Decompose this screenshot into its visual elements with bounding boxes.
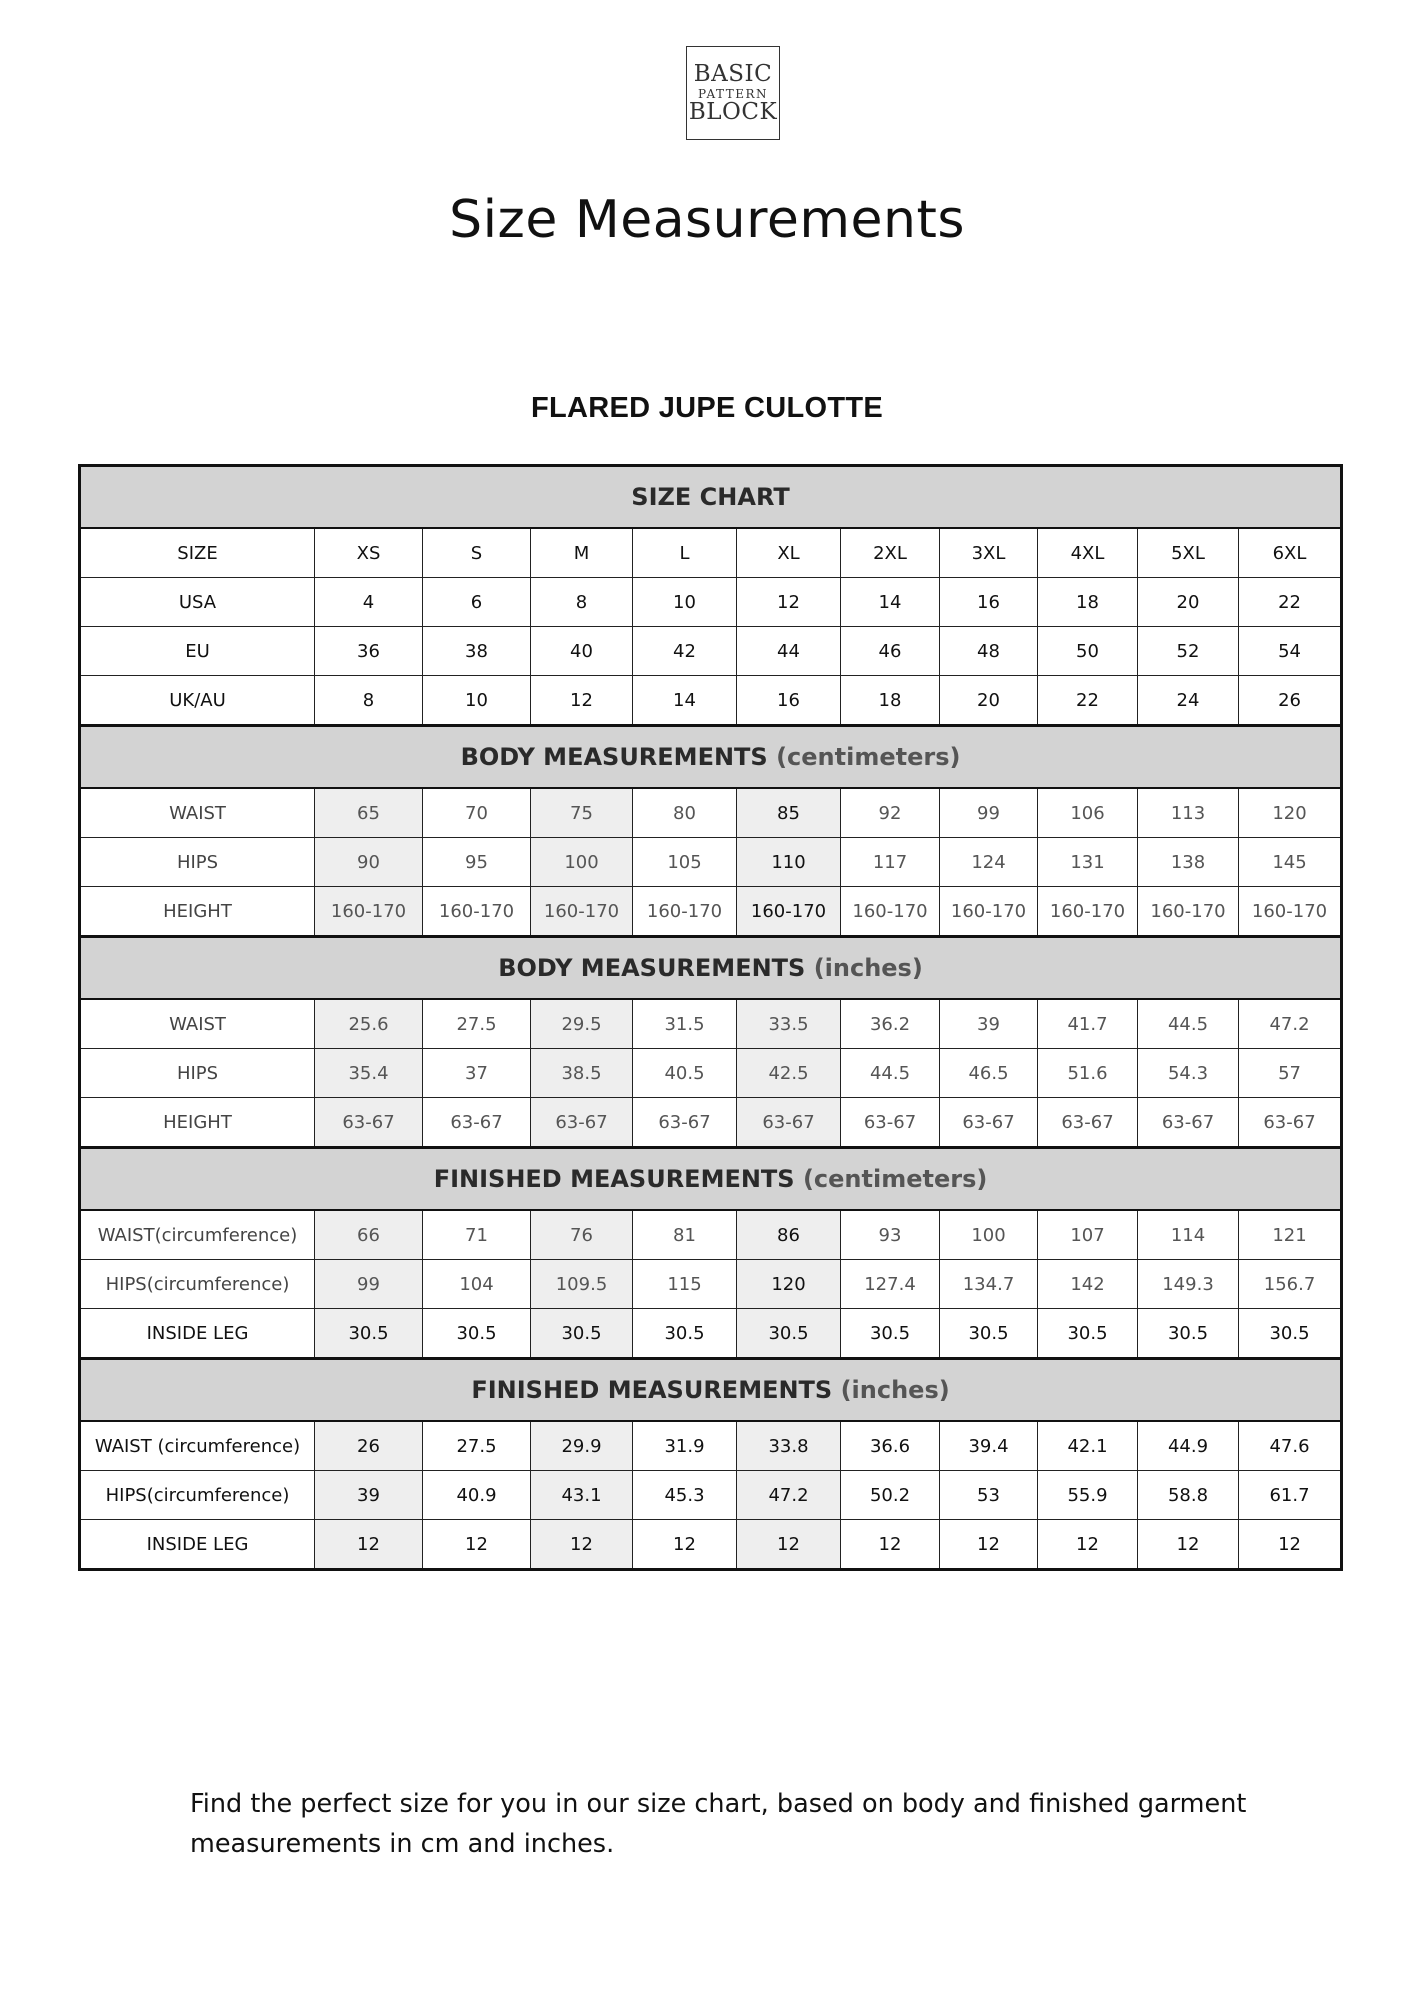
table-cell: 100 [940, 1210, 1038, 1260]
table-cell: 63-67 [1038, 1098, 1138, 1148]
logo-line-1: BASIC [693, 60, 773, 87]
table-row [80, 1471, 1342, 1520]
table-cell: 46.5 [940, 1049, 1038, 1098]
table-cell: 48 [940, 627, 1038, 676]
table-cell: 27.5 [423, 1421, 531, 1471]
table-row [80, 578, 1342, 627]
finished-cm-header [80, 1148, 1342, 1211]
table-cell: 63-67 [1138, 1098, 1239, 1148]
table-cell: 47.2 [737, 1471, 841, 1520]
table-row [80, 627, 1342, 676]
table-cell: 44.5 [1138, 999, 1239, 1049]
table-cell: 44.9 [1138, 1421, 1239, 1471]
table-cell: 134.7 [940, 1260, 1038, 1309]
table-row [80, 1309, 1342, 1359]
table-cell: 35.4 [315, 1049, 423, 1098]
table-cell: 16 [737, 676, 841, 726]
table-cell: 121 [1239, 1210, 1342, 1260]
table-cell: 124 [940, 838, 1038, 887]
table-cell: 31.5 [633, 999, 737, 1049]
footer-description: Find the perfect size for you in our size chart, based on body and finished garment measurements in cm and inches. [190, 1789, 1247, 1859]
finished-cm-unit: (centimeters) [802, 1165, 988, 1193]
chart-title: FLARED JUPE CULOTTE [530, 392, 884, 424]
table-cell: 110 [737, 838, 841, 887]
table-row [80, 887, 1342, 937]
table-cell: 138 [1138, 838, 1239, 887]
table-cell: 127.4 [841, 1260, 940, 1309]
table-cell: 65 [315, 788, 423, 838]
body-in-row-label: WAIST [80, 999, 315, 1049]
table-cell: 42.5 [737, 1049, 841, 1098]
table-cell: 31.9 [633, 1421, 737, 1471]
body-in-header [80, 937, 1342, 1000]
table-cell: 93 [841, 1210, 940, 1260]
table-cell: 44.5 [841, 1049, 940, 1098]
table-cell: 12 [737, 1520, 841, 1570]
table-cell: 145 [1239, 838, 1342, 887]
table-cell: 41.7 [1038, 999, 1138, 1049]
table-cell: 100 [531, 838, 633, 887]
table-cell: 30.5 [1138, 1309, 1239, 1359]
table-cell: M [531, 528, 633, 578]
table-cell: 18 [1038, 578, 1138, 627]
body-in-row-label: HIPS [80, 1049, 315, 1098]
finished-cm-row-label: INSIDE LEG [80, 1309, 315, 1359]
table-cell: 63-67 [531, 1098, 633, 1148]
table-row [80, 1049, 1342, 1098]
table-cell: 75 [531, 788, 633, 838]
table-cell: 86 [737, 1210, 841, 1260]
table-cell: 12 [737, 578, 841, 627]
table-cell: 30.5 [531, 1309, 633, 1359]
table-cell: 24 [1138, 676, 1239, 726]
finished-in-header [80, 1359, 1342, 1422]
table-cell: 55.9 [1038, 1471, 1138, 1520]
size-chart-body [80, 466, 1342, 1570]
table-cell: 63-67 [841, 1098, 940, 1148]
table-cell: S [423, 528, 531, 578]
table-cell: 109.5 [531, 1260, 633, 1309]
body-in-row-label: HEIGHT [80, 1098, 315, 1148]
logo-line-2: PATTERN [697, 86, 768, 101]
table-cell: 99 [940, 788, 1038, 838]
table-cell: 160-170 [531, 887, 633, 937]
conversion-row-label: UK/AU [80, 676, 315, 726]
conversion-row-label: USA [80, 578, 315, 627]
table-cell: 10 [633, 578, 737, 627]
body-in-header-row [80, 937, 1342, 1000]
table-cell: 42.1 [1038, 1421, 1138, 1471]
table-cell: 50 [1038, 627, 1138, 676]
table-cell: 113 [1138, 788, 1239, 838]
table-cell: 156.7 [1239, 1260, 1342, 1309]
table-cell: 12 [423, 1520, 531, 1570]
table-cell: 36.6 [841, 1421, 940, 1471]
finished-in-row-label: INSIDE LEG [80, 1520, 315, 1570]
table-cell: 46 [841, 627, 940, 676]
table-cell: 61.7 [1239, 1471, 1342, 1520]
table-cell: 63-67 [737, 1098, 841, 1148]
table-cell: 160-170 [737, 887, 841, 937]
table-cell: 12 [940, 1520, 1038, 1570]
table-row [80, 528, 1342, 578]
finished-cm-header-row [80, 1148, 1342, 1211]
size-chart-header [80, 466, 1342, 529]
table-row [80, 999, 1342, 1049]
table-cell: 71 [423, 1210, 531, 1260]
table-cell: 30.5 [737, 1309, 841, 1359]
table-cell: 12 [531, 676, 633, 726]
body-cm-header-row [80, 726, 1342, 789]
table-cell: 5XL [1138, 528, 1239, 578]
table-cell: 14 [633, 676, 737, 726]
finished-in-row-label: WAIST (circumference) [80, 1421, 315, 1471]
table-cell: 3XL [940, 528, 1038, 578]
finished-cm-row-label: HIPS(circumference) [80, 1260, 315, 1309]
table-cell: 33.5 [737, 999, 841, 1049]
table-cell: 47.6 [1239, 1421, 1342, 1471]
brand-logo [686, 46, 780, 140]
table-cell: 106 [1038, 788, 1138, 838]
table-cell: 38.5 [531, 1049, 633, 1098]
table-cell: 30.5 [423, 1309, 531, 1359]
table-cell: 12 [315, 1520, 423, 1570]
table-cell: 160-170 [1138, 887, 1239, 937]
table-cell: 25.6 [315, 999, 423, 1049]
table-cell: 63-67 [633, 1098, 737, 1148]
table-cell: 117 [841, 838, 940, 887]
table-cell: 6 [423, 578, 531, 627]
table-cell: 160-170 [841, 887, 940, 937]
table-cell: 42 [633, 627, 737, 676]
body-cm-row-label: HIPS [80, 838, 315, 887]
table-cell: 47.2 [1239, 999, 1342, 1049]
size-chart-table [78, 464, 1343, 1571]
table-cell: 39 [315, 1471, 423, 1520]
table-cell: 43.1 [531, 1471, 633, 1520]
table-cell: 105 [633, 838, 737, 887]
table-cell: 12 [1038, 1520, 1138, 1570]
table-cell: 12 [841, 1520, 940, 1570]
table-cell: 92 [841, 788, 940, 838]
size-chart-title: SIZE CHART [631, 483, 790, 511]
table-cell: 120 [1239, 788, 1342, 838]
table-cell: 40.5 [633, 1049, 737, 1098]
table-cell: 22 [1038, 676, 1138, 726]
table-cell: 104 [423, 1260, 531, 1309]
table-cell: 54 [1239, 627, 1342, 676]
size-chart-header-row [80, 466, 1342, 529]
table-cell: 160-170 [1239, 887, 1342, 937]
table-row [80, 1260, 1342, 1309]
table-cell: XS [315, 528, 423, 578]
table-cell: 30.5 [633, 1309, 737, 1359]
table-cell: 12 [1138, 1520, 1239, 1570]
table-cell: 149.3 [1138, 1260, 1239, 1309]
table-cell: 58.8 [1138, 1471, 1239, 1520]
body-cm-title: BODY MEASUREMENTS [460, 743, 768, 771]
table-cell: 2XL [841, 528, 940, 578]
body-cm-header [80, 726, 1342, 789]
table-cell: 63-67 [315, 1098, 423, 1148]
table-cell: 36 [315, 627, 423, 676]
conversion-row-label: EU [80, 627, 315, 676]
table-cell: 12 [1239, 1520, 1342, 1570]
table-cell: 12 [531, 1520, 633, 1570]
table-cell: 33.8 [737, 1421, 841, 1471]
finished-in-row-label: HIPS(circumference) [80, 1471, 315, 1520]
table-cell: 18 [841, 676, 940, 726]
size-row-label: SIZE [80, 528, 315, 578]
table-cell: 63-67 [1239, 1098, 1342, 1148]
finished-in-header-row [80, 1359, 1342, 1422]
table-cell: 12 [633, 1520, 737, 1570]
table-row [80, 788, 1342, 838]
body-cm-row-label: WAIST [80, 788, 315, 838]
table-cell: 44 [737, 627, 841, 676]
table-cell: 160-170 [633, 887, 737, 937]
finished-in-title: FINISHED MEASUREMENTS [471, 1376, 833, 1404]
table-row [80, 676, 1342, 726]
table-cell: 160-170 [1038, 887, 1138, 937]
table-row [80, 1098, 1342, 1148]
table-cell: 40 [531, 627, 633, 676]
table-cell: 36.2 [841, 999, 940, 1049]
table-cell: 30.5 [315, 1309, 423, 1359]
table-cell: 63-67 [940, 1098, 1038, 1148]
table-cell: 51.6 [1038, 1049, 1138, 1098]
table-cell: 22 [1239, 578, 1342, 627]
table-row [80, 1421, 1342, 1471]
table-cell: 20 [1138, 578, 1239, 627]
table-cell: 26 [1239, 676, 1342, 726]
table-cell: 14 [841, 578, 940, 627]
table-cell: 30.5 [940, 1309, 1038, 1359]
table-cell: 54.3 [1138, 1049, 1239, 1098]
table-cell: 39.4 [940, 1421, 1038, 1471]
table-cell: 160-170 [940, 887, 1038, 937]
table-cell: 115 [633, 1260, 737, 1309]
table-cell: 160-170 [315, 887, 423, 937]
table-cell: 30.5 [1038, 1309, 1138, 1359]
table-cell: 95 [423, 838, 531, 887]
table-cell: 131 [1038, 838, 1138, 887]
table-cell: 160-170 [423, 887, 531, 937]
table-cell: 81 [633, 1210, 737, 1260]
table-cell: 114 [1138, 1210, 1239, 1260]
table-cell: 38 [423, 627, 531, 676]
table-cell: 80 [633, 788, 737, 838]
table-cell: 37 [423, 1049, 531, 1098]
body-in-unit: (inches) [813, 954, 923, 982]
table-row [80, 1210, 1342, 1260]
body-in-title: BODY MEASUREMENTS [498, 954, 806, 982]
table-cell: 27.5 [423, 999, 531, 1049]
table-cell: 57 [1239, 1049, 1342, 1098]
table-cell: 40.9 [423, 1471, 531, 1520]
table-cell: 99 [315, 1260, 423, 1309]
table-cell: 52 [1138, 627, 1239, 676]
finished-in-unit: (inches) [840, 1376, 950, 1404]
table-cell: 8 [315, 676, 423, 726]
table-cell: 4 [315, 578, 423, 627]
table-cell: 29.5 [531, 999, 633, 1049]
table-cell: 120 [737, 1260, 841, 1309]
logo-line-3: BLOCK [688, 98, 778, 125]
table-cell: 30.5 [1239, 1309, 1342, 1359]
table-cell: 39 [940, 999, 1038, 1049]
body-cm-row-label: HEIGHT [80, 887, 315, 937]
table-cell: XL [737, 528, 841, 578]
table-cell: 63-67 [423, 1098, 531, 1148]
page-title: Size Measurements [449, 190, 965, 250]
table-cell: 50.2 [841, 1471, 940, 1520]
table-cell: 20 [940, 676, 1038, 726]
table-row [80, 1520, 1342, 1570]
table-cell: 76 [531, 1210, 633, 1260]
finished-cm-title: FINISHED MEASUREMENTS [433, 1165, 795, 1193]
table-cell: 90 [315, 838, 423, 887]
table-cell: 26 [315, 1421, 423, 1471]
table-cell: 53 [940, 1471, 1038, 1520]
table-cell: 45.3 [633, 1471, 737, 1520]
table-cell: 107 [1038, 1210, 1138, 1260]
table-row [80, 838, 1342, 887]
finished-cm-row-label: WAIST(circumference) [80, 1210, 315, 1260]
table-cell: 8 [531, 578, 633, 627]
table-cell: 4XL [1038, 528, 1138, 578]
table-cell: 6XL [1239, 528, 1342, 578]
table-cell: 85 [737, 788, 841, 838]
table-cell: 66 [315, 1210, 423, 1260]
body-cm-unit: (centimeters) [776, 743, 961, 771]
table-cell: 29.9 [531, 1421, 633, 1471]
table-cell: 142 [1038, 1260, 1138, 1309]
table-cell: 30.5 [841, 1309, 940, 1359]
table-cell: 10 [423, 676, 531, 726]
table-cell: 16 [940, 578, 1038, 627]
table-cell: L [633, 528, 737, 578]
table-cell: 70 [423, 788, 531, 838]
